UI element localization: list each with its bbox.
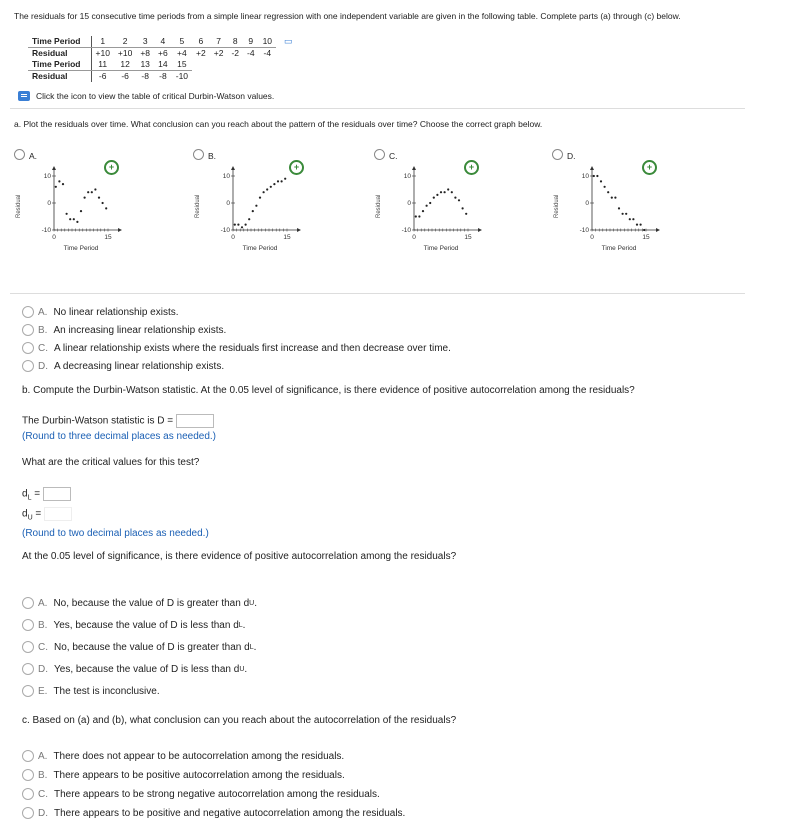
choice-b[interactable]: B. Yes, because the value of D is less than d L .: [22, 619, 245, 631]
data-point: [266, 188, 268, 190]
data-point: [611, 197, 613, 199]
data-point: [415, 215, 417, 217]
graph-option-b[interactable]: [193, 146, 373, 258]
tick-label: -10: [220, 227, 230, 234]
tick-label: 0: [47, 200, 51, 207]
data-point: [462, 207, 464, 209]
data-point: [241, 226, 243, 228]
copy-icon[interactable]: ▭: [284, 36, 293, 47]
divider: [10, 108, 745, 109]
x-arrow: [656, 228, 660, 232]
zoom-icon[interactable]: +: [464, 160, 479, 175]
part-c-question: c. Based on (a) and (b), what conclusion can you reach about the autocorrelation of the residuals?: [22, 715, 457, 726]
radio-button[interactable]: [193, 149, 204, 160]
radio-button[interactable]: [22, 788, 34, 800]
dw-input[interactable]: [176, 414, 214, 428]
data-point: [281, 180, 283, 182]
radio-button[interactable]: [22, 342, 34, 354]
y-axis-label: Residual: [554, 194, 560, 218]
data-point: [465, 213, 467, 215]
data-point: [102, 202, 104, 204]
critical-values-link[interactable]: Click the icon to view the table of critical Durbin-Watson values.: [18, 91, 274, 101]
choice-d[interactable]: D. There appears to be positive and negative autocorrelation among the residuals.: [22, 807, 405, 819]
data-point: [444, 191, 446, 193]
data-point: [69, 218, 71, 220]
radio-button[interactable]: [22, 685, 34, 697]
data-point: [625, 213, 627, 215]
tick-label: 15: [642, 234, 650, 241]
zoom-icon[interactable]: +: [289, 160, 304, 175]
dl-row: $d_L$ =: [22, 487, 71, 502]
graph-option-d[interactable]: [552, 146, 732, 258]
data-point: [454, 197, 456, 199]
tick-label: 10: [43, 173, 51, 180]
tick-label: 10: [403, 173, 411, 180]
data-point: [632, 218, 634, 220]
data-point: [600, 180, 602, 182]
choice-a[interactable]: A. No, because the value of D is greater than d U .: [22, 597, 257, 609]
data-point: [73, 218, 75, 220]
data-point: [76, 221, 78, 223]
data-point: [426, 205, 428, 207]
data-point: [87, 191, 89, 193]
data-point: [458, 199, 460, 201]
data-point: [604, 186, 606, 188]
radio-button[interactable]: [374, 149, 385, 160]
graph-option-c[interactable]: [374, 146, 554, 258]
data-point: [259, 197, 261, 199]
option-label: B.: [208, 151, 217, 161]
round-two-note: (Round to two decimal places as needed.): [22, 528, 209, 539]
data-point: [640, 224, 642, 226]
data-point: [105, 207, 107, 209]
y-arrow: [52, 166, 56, 170]
tick-label: Time Period: [601, 245, 637, 252]
table-row: Time Period 11 12 13 14 15: [28, 59, 297, 71]
data-point: [614, 197, 616, 199]
data-point: [94, 188, 96, 190]
tick-label: -10: [41, 227, 51, 234]
option-label: A.: [29, 151, 38, 161]
data-point: [91, 191, 93, 193]
choice-b[interactable]: B. An increasing linear relationship exists.: [22, 324, 226, 336]
x-arrow: [297, 228, 301, 232]
choice-a[interactable]: A. No linear relationship exists.: [22, 306, 179, 318]
radio-button[interactable]: [22, 597, 34, 609]
data-point: [237, 224, 239, 226]
option-label: D.: [567, 151, 576, 161]
table-icon[interactable]: [18, 91, 30, 101]
data-point: [618, 207, 620, 209]
significance-question: At the 0.05 level of significance, is there evidence of positive autocorrelation among the residuals?: [22, 551, 457, 562]
y-arrow: [590, 166, 594, 170]
tick-label: -10: [579, 227, 589, 234]
radio-button[interactable]: [22, 641, 34, 653]
data-point: [252, 210, 254, 212]
data-point: [436, 194, 438, 196]
choice-d[interactable]: D. A decreasing linear relationship exists.: [22, 360, 224, 372]
radio-button[interactable]: [22, 324, 34, 336]
zoom-icon[interactable]: +: [104, 160, 119, 175]
x-arrow: [118, 228, 122, 232]
round-three-note: (Round to three decimal places as needed.): [22, 431, 217, 442]
choice-a[interactable]: A. There does not appear to be autocorrelation among the residuals.: [22, 750, 344, 762]
data-point: [277, 180, 279, 182]
option-label: C.: [389, 151, 398, 161]
critical-values-question: What are the critical values for this test?: [22, 457, 200, 468]
data-point: [593, 175, 595, 177]
tick-label: 0: [407, 200, 411, 207]
tick-label: Time Period: [242, 245, 278, 252]
data-point: [248, 218, 250, 220]
data-point: [422, 210, 424, 212]
residuals-table: [28, 36, 297, 82]
data-point: [84, 197, 86, 199]
data-point: [418, 215, 420, 217]
x-arrow: [478, 228, 482, 232]
table-row: Time Period 1 2 3 4 5 6 7 8 9 10 ▭: [28, 36, 297, 48]
radio-button[interactable]: [22, 619, 34, 631]
data-point: [270, 186, 272, 188]
table-row: Residual +10 +10 +8 +6 +4 +2 +2 -2 -4 -4: [28, 48, 297, 60]
tick-label: 0: [412, 234, 416, 241]
data-point: [447, 188, 449, 190]
residual-plot: [388, 160, 498, 260]
dl-input[interactable]: [43, 487, 71, 501]
data-point: [58, 180, 60, 182]
tick-label: 15: [464, 234, 472, 241]
tick-label: Time Period: [63, 245, 99, 252]
data-point: [629, 218, 631, 220]
choice-c[interactable]: C. There appears to be strong negative autocorrelation among the residuals.: [22, 788, 380, 800]
data-point: [62, 183, 64, 185]
radio-button[interactable]: [22, 807, 34, 819]
data-point: [622, 213, 624, 215]
data-point: [440, 191, 442, 193]
radio-button[interactable]: [22, 769, 34, 781]
radio-button[interactable]: [22, 663, 34, 675]
tick-label: 0: [226, 200, 230, 207]
residual-plot: [207, 160, 317, 260]
tick-label: 0: [585, 200, 589, 207]
part-a-question: a. Plot the residuals over time. What conclusion can you reach about the pattern of the residuals over time? Choose the correct graph below.: [14, 119, 543, 129]
data-point: [234, 224, 236, 226]
tick-label: 15: [283, 234, 291, 241]
data-point: [55, 186, 57, 188]
y-axis-label: Residual: [376, 194, 382, 218]
dw-statistic-line: The Durbin-Watson statistic is D =: [22, 414, 214, 428]
tick-label: 15: [104, 234, 112, 241]
zoom-icon[interactable]: +: [642, 160, 657, 175]
data-point: [636, 224, 638, 226]
data-point: [98, 197, 100, 199]
choice-d[interactable]: D. Yes, because the value of D is less than d U .: [22, 663, 247, 675]
radio-button[interactable]: [22, 360, 34, 372]
data-point: [596, 175, 598, 177]
data-point: [433, 197, 435, 199]
data-point: [284, 178, 286, 180]
tick-label: 10: [581, 173, 589, 180]
tick-label: 10: [222, 173, 230, 180]
data-point: [273, 183, 275, 185]
residual-plot: [28, 160, 138, 260]
data-point: [255, 205, 257, 207]
data-point: [66, 213, 68, 215]
problem-intro: The residuals for 15 consecutive time periods from a simple linear regression with one independent variable are given in the following table. Complete parts (a) through (c) below.: [14, 11, 681, 21]
data-point: [80, 210, 82, 212]
y-axis-label: Residual: [195, 194, 201, 218]
du-row: $d_U$ =: [22, 507, 72, 522]
period-header: Time Period: [28, 36, 91, 48]
y-axis-label: Residual: [16, 194, 22, 218]
radio-button[interactable]: [22, 306, 34, 318]
tick-label: -10: [401, 227, 411, 234]
data-point: [263, 191, 265, 193]
tick-label: 0: [231, 234, 235, 241]
du-input[interactable]: [44, 507, 72, 521]
part-b-question: b. Compute the Durbin-Watson statistic. At the 0.05 level of significance, is there evidence of positive autocorrelation among the residuals?: [22, 385, 635, 396]
radio-button[interactable]: [552, 149, 563, 160]
data-point: [245, 224, 247, 226]
data-point: [429, 202, 431, 204]
data-point: [643, 229, 645, 231]
tick-label: Time Period: [423, 245, 459, 252]
tick-label: 0: [52, 234, 56, 241]
data-point: [607, 191, 609, 193]
choice-e[interactable]: E. The test is inconclusive.: [22, 685, 160, 697]
radio-button[interactable]: [22, 750, 34, 762]
divider: [10, 293, 745, 294]
graph-option-a[interactable]: [14, 146, 194, 258]
residual-plot: [566, 160, 676, 260]
tick-label: 0: [590, 234, 594, 241]
choice-b[interactable]: B. There appears to be positive autocorrelation among the residuals.: [22, 769, 345, 781]
data-point: [451, 191, 453, 193]
choice-c[interactable]: C. A linear relationship exists where the residuals first increase and then decrease over time.: [22, 342, 451, 354]
radio-button[interactable]: [14, 149, 25, 160]
table-row: Residual -6 -6 -8 -8 -10: [28, 71, 297, 83]
y-arrow: [231, 166, 235, 170]
choice-c[interactable]: C. No, because the value of D is greater than d L .: [22, 641, 256, 653]
y-arrow: [412, 166, 416, 170]
